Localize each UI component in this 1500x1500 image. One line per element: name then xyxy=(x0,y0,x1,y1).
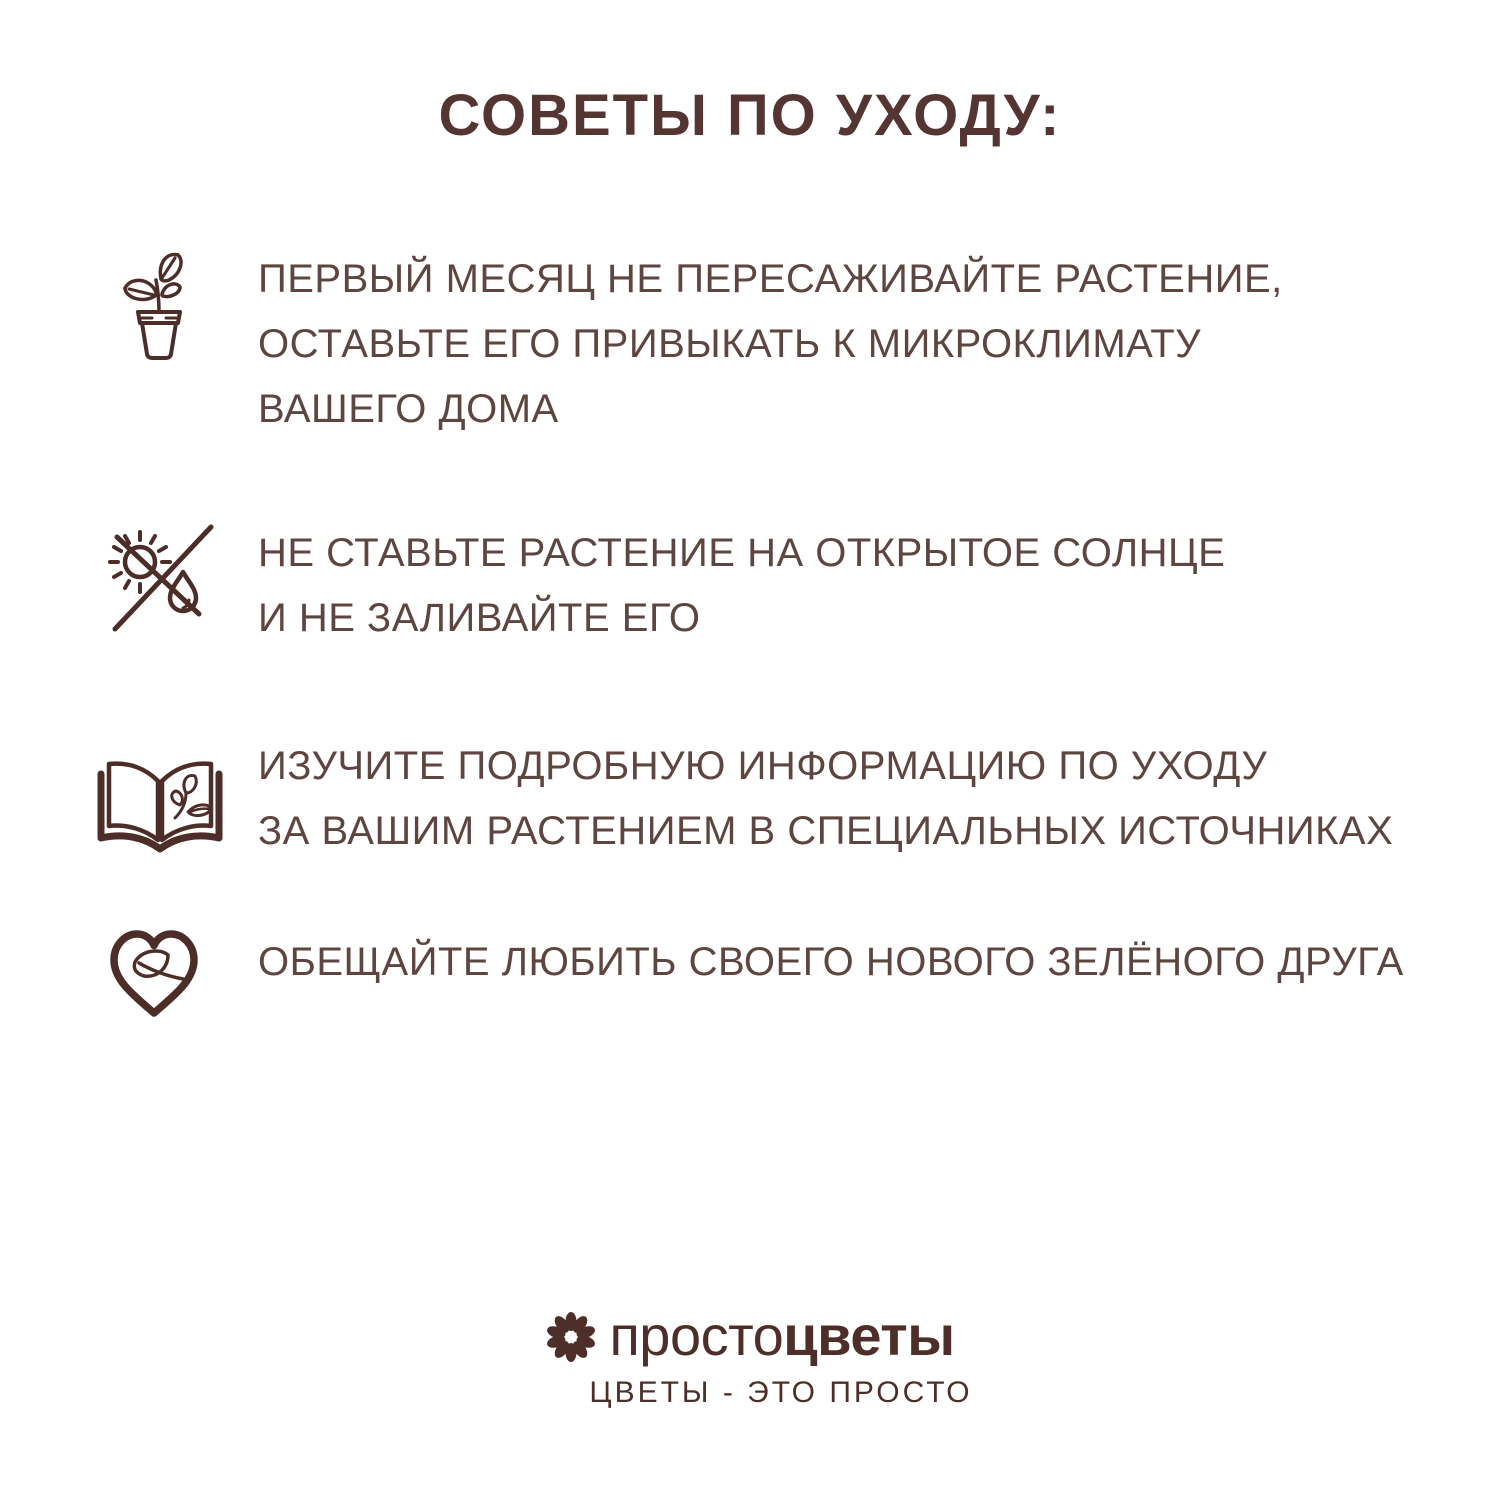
tip-1-line-3: ВАШЕГО ДОМА xyxy=(258,387,559,431)
heart-leaf-icon xyxy=(104,926,204,1020)
brand-footer xyxy=(0,1304,1500,1410)
tip-1-line-2: ОСТАВЬТЕ ЕГО ПРИВЫКАТЬ К МИКРОКЛИМАТУ xyxy=(258,322,1202,366)
brand-logo xyxy=(545,1304,955,1367)
no-sun-no-overwatering-icon xyxy=(98,516,216,636)
flower-logo-icon xyxy=(545,1309,597,1363)
tip-2-text xyxy=(258,521,1225,651)
brand-name xyxy=(609,1304,955,1367)
tip-1-line-1: ПЕРВЫЙ МЕСЯЦ НЕ ПЕРЕСАЖИВАЙТЕ РАСТЕНИЕ, xyxy=(258,257,1283,301)
tip-3-line-2: ЗА ВАШИМ РАСТЕНИЕМ В СПЕЦИАЛЬНЫХ ИСТОЧНИКАХ xyxy=(258,809,1394,853)
page-title: СОВЕТЫ ПО УХОДУ: xyxy=(438,83,1062,148)
brand-tagline: ЦВЕТЫ - ЭТО ПРОСТО xyxy=(589,1376,973,1409)
potted-plant-icon xyxy=(112,250,207,372)
brand-name-regular: просто xyxy=(609,1304,784,1367)
brand-name-bold: цветы xyxy=(783,1304,955,1367)
tip-4-line-1: ОБЕЩАЙТЕ ЛЮБИТЬ СВОЕГО НОВОГО ЗЕЛЁНОГО ДРУГА xyxy=(258,940,1404,984)
care-guide-book-icon xyxy=(90,752,230,855)
tip-2-line-1: НЕ СТАВЬТЕ РАСТЕНИЕ НА ОТКРЫТОЕ СОЛНЦЕ xyxy=(258,531,1226,575)
tip-2-line-2: И НЕ ЗАЛИВАЙТЕ ЕГО xyxy=(258,596,701,640)
tip-4-text xyxy=(258,930,1404,995)
tip-1-text xyxy=(258,247,1283,442)
tip-3-line-1: ИЗУЧИТЕ ПОДРОБНУЮ ИНФОРМАЦИЮ ПО УХОДУ xyxy=(258,744,1268,788)
tip-3-text xyxy=(258,734,1393,864)
